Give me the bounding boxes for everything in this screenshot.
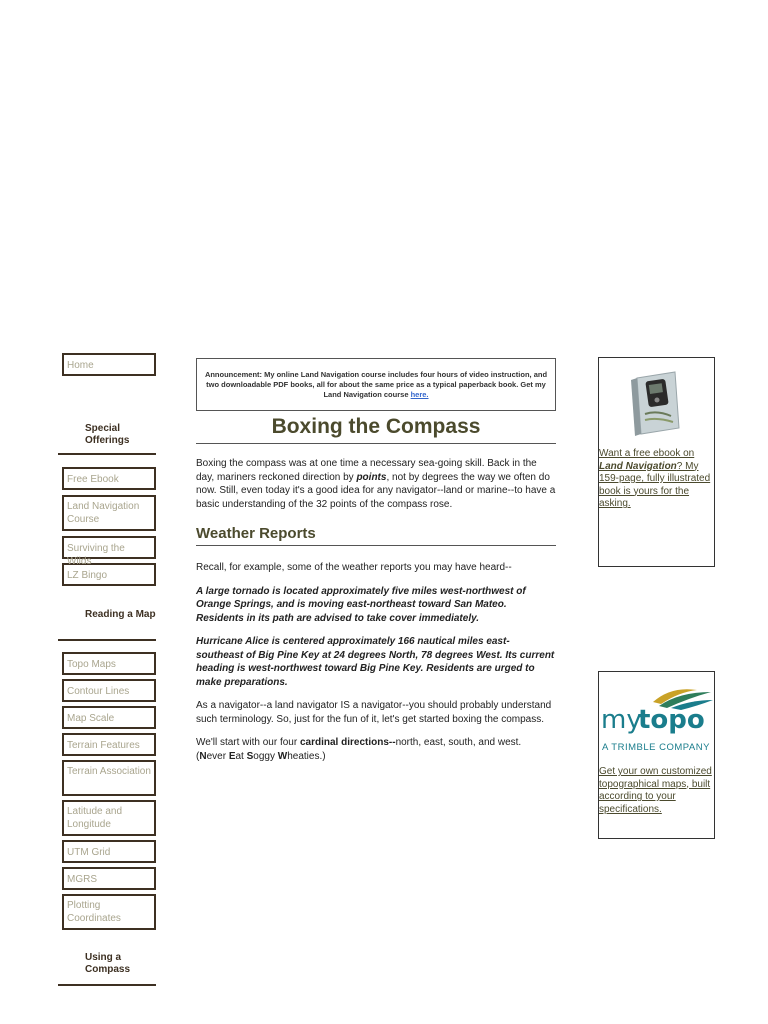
cardinal-text-rest: north, east, south, and west. [395,737,522,748]
sidebar-item-lz-bingo[interactable]: LZ Bingo [62,563,156,586]
ebook-ad[interactable] [598,357,715,567]
cardinal-text: We'll start with our four [196,737,300,748]
announcement-link[interactable]: here. [410,390,429,399]
page-title: Boxing the Compass [196,414,556,444]
announcement-box [196,358,556,411]
ebook-cover-image[interactable] [631,370,683,438]
sidebar-item-mgrs[interactable]: MGRS [62,867,156,890]
section-reading-a-map [58,586,156,652]
mytopo-logo-my: my [601,705,642,735]
sidebar-item-utm-grid[interactable]: UTM Grid [62,840,156,863]
mnemonic-open: ( [196,750,200,762]
mnemonic-at: at [235,750,247,762]
weather-report-hurricane: Hurricane Alice is centered approximately 166 nautical miles east-southeast of Big Pine Key at 24 degrees North, 78 degrees West. Its current heading is west-northwest toward Big Pine Key. Residents are urged to make preparations. [196,636,555,688]
sidebar-item-latitude-longitude[interactable]: Latitude and Longitude [62,800,156,836]
mnemonic-e: E [228,750,236,762]
ebook-ad-link[interactable] [599,448,714,511]
mnemonic-w: W [277,750,288,762]
mytopo-ad[interactable] [598,671,715,839]
recall-paragraph: Recall, for example, some of the weather reports you may have heard-- [196,562,512,573]
intro-emphasis: points [356,471,387,483]
ebook-ad-bold: Land Navigation [599,460,677,472]
mytopo-logo[interactable] [601,680,714,756]
sidebar-item-home[interactable]: Home [62,353,156,376]
navigator-paragraph: As a navigator--a land navigator IS a navigator--you should probably understand such terminology. So, just for the fun of it, let's get started boxing the compass. [196,700,552,725]
main-content [196,358,556,763]
section-title: Special Offerings [85,423,130,446]
announcement-text: Announcement: My online Land Navigation course includes four hours of video instruction, and two downloadable PDF books, all for about the same price as a typical paperback book. Get my Land Navigation course [204,370,548,399]
intro-text-rest: , not by degrees the way we often do now. Still, even today it's a good idea for any navigator--land or marine--to have a basic understanding of the 32 points of the compass rose. [196,471,556,510]
sidebar-item-plotting-coordinates[interactable]: Plotting Coordinates [62,894,156,930]
ebook-ad-text: Want a free ebook on [599,448,695,459]
section-title: Reading a Map [85,609,156,620]
mytopo-tagline: A TRIMBLE COMPANY [602,742,710,753]
sidebar-item-surviving-the-wilds[interactable]: Surviving the Wilds [62,536,156,559]
sidebar-item-terrain-association[interactable]: Terrain Association [62,760,156,796]
mnemonic-n: N [199,750,207,762]
section-special-offerings [58,376,156,446]
weather-reports-heading: Weather Reports [196,525,556,546]
weather-report-tornado: A large tornado is located approximately five miles west-northwest of Orange Springs, and is moving east-northeast toward San Mateo. Residents in its path are advised to take cover immediately. [196,585,526,624]
mnemonic-s: S [246,750,254,762]
section-divider [58,984,156,986]
ebook-ad-text-rest: ? My 159-page, fully illustrated book is yours for the asking. [599,460,711,509]
cardinal-paragraph [196,736,556,763]
mnemonic-heaties: heaties.) [287,750,326,762]
sidebar-item-land-navigation-course[interactable]: Land Navigation Course [62,495,156,531]
sidebar-item-free-ebook[interactable]: Free Ebook [62,467,156,490]
intro-text: Boxing the compass was at one time a necessary sea-going skill. Back in the day, mariners reckoned direction by [196,458,537,483]
cardinal-bold: cardinal directions-- [299,737,396,748]
section-divider [58,639,156,641]
sidebar-nav [58,353,156,1020]
sidebar-item-terrain-features[interactable]: Terrain Features [62,733,156,756]
sidebar-item-topo-maps[interactable]: Topo Maps [62,652,156,675]
sidebar-item-contour-lines[interactable]: Contour Lines [62,679,156,702]
section-using-a-compass [58,930,156,1020]
mytopo-ad-link[interactable]: Get your own customized topographical maps, built according to your specifications. [599,766,712,815]
mnemonic-oggy: oggy [253,750,278,762]
sidebar-item-map-scale[interactable]: Map Scale [62,706,156,729]
mytopo-logo-topo: topo [638,705,705,735]
section-divider [58,453,156,455]
intro-paragraph [196,457,556,511]
mnemonic-ever: ever [206,750,229,762]
section-title: Using a Compass [85,952,131,975]
